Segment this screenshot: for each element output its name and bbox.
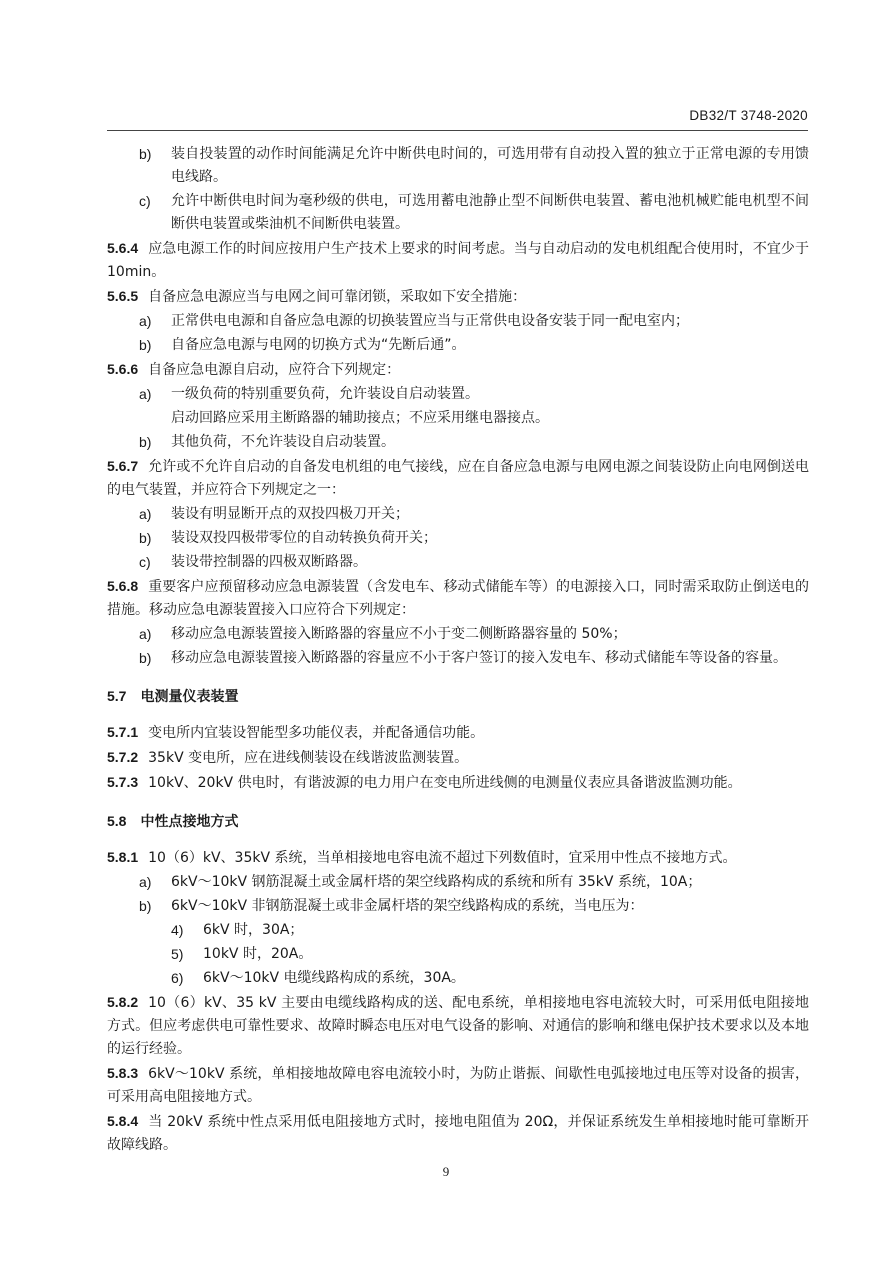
list-marker: a) bbox=[139, 386, 152, 402]
list-text: 一级负荷的特别重要负荷，允许装设自启动装置。 bbox=[171, 386, 479, 402]
list-text: 6kV～10kV 钢筋混凝土或金属杆塔的架空线路构成的系统和所有 35kV 系统，10A； bbox=[171, 874, 702, 890]
clause-text: 应急电源工作的时间应按用户生产技术上要求的时间考虑。当与自动启动的发电机组配合使用时，不宜少于 10min。 bbox=[107, 241, 809, 280]
list-marker: 6) bbox=[171, 970, 184, 986]
list-text: 装设有明显断开点的双投四极刀开关； bbox=[171, 506, 409, 522]
clause-number: 5.8.3 bbox=[107, 1065, 139, 1081]
list-item bbox=[107, 623, 809, 646]
list-item bbox=[107, 503, 809, 526]
list-continuation: 启动回路应采用主断路器的辅助接点；不应采用继电器接点。 bbox=[171, 410, 549, 426]
list-marker: b) bbox=[139, 434, 152, 450]
clause bbox=[107, 771, 809, 795]
clause-number: 5.6.6 bbox=[107, 361, 139, 377]
list-text: 自备应急电源与电网的切换方式为“先断后通”。 bbox=[171, 337, 466, 353]
list-item bbox=[107, 871, 809, 894]
list-text: 10kV 时，20A。 bbox=[203, 946, 313, 962]
clause-text: 6kV～10kV 系统，单相接地故障电容电流较小时，为防止谐振、间歇性电弧接地过电压等对设备的损害，可采用高电阻接地方式。 bbox=[107, 1066, 809, 1105]
list-marker: 5) bbox=[171, 946, 184, 962]
list-marker: a) bbox=[139, 506, 152, 522]
list-text: 6kV 时，30A； bbox=[203, 922, 304, 938]
list-item bbox=[107, 967, 809, 990]
list-item bbox=[107, 383, 809, 406]
clause-text: 重要客户应预留移动应急电源装置（含发电车、移动式储能车等）的电源接入口，同时需采取防止倒送电的措施。移动应急电源装置接入口应符合下列规定： bbox=[107, 579, 809, 618]
clause-text: 变电所内宜装设智能型多功能仪表，并配备通信功能。 bbox=[148, 725, 485, 741]
list-item bbox=[107, 431, 809, 454]
list-marker: c) bbox=[139, 193, 151, 209]
clause-text: 10（6）kV、35 kV 主要由电缆线路构成的送、配电系统，单相接地电容电流较大时，可采用低电阻接地方式。但应考虑供电可靠性要求、故障时瞬态电压对电气设备的影响、对通信的影响和继电保护技术要求以及本地的运行经验。 bbox=[107, 995, 809, 1057]
clause-number: 5.8.4 bbox=[107, 1113, 139, 1129]
list-marker: 4) bbox=[171, 922, 184, 938]
list-marker: a) bbox=[139, 874, 152, 890]
list-text: 装设双投四极带零位的自动转换负荷开关； bbox=[171, 530, 437, 546]
clause-number: 5.8.1 bbox=[107, 849, 139, 865]
list-item bbox=[107, 919, 809, 942]
list-marker: a) bbox=[139, 626, 152, 642]
page-number: 9 bbox=[442, 1164, 450, 1179]
clause bbox=[107, 237, 809, 284]
clause bbox=[107, 1062, 809, 1109]
list-text: 装自投装置的动作时间能满足允许中断供电时间的，可选用带有自动投入置的独立于正常电源的专用馈电线路。 bbox=[171, 146, 809, 185]
clause bbox=[107, 846, 809, 870]
list-text: 装设带控制器的四极双断路器。 bbox=[171, 554, 367, 570]
list-item bbox=[107, 190, 809, 236]
list-text: 正常供电电源和自备应急电源的切换装置应当与正常供电设备安装于同一配电室内； bbox=[171, 313, 689, 329]
list-item bbox=[107, 647, 809, 670]
list-text: 允许中断供电时间为毫秒级的供电，可选用蓄电池静止型不间断供电装置、蓄电池机械贮能电机型不间断供电装置或柴油机不间断供电装置。 bbox=[171, 193, 809, 232]
clause-number: 5.6.7 bbox=[107, 458, 139, 474]
list-item bbox=[107, 310, 809, 333]
section-heading bbox=[107, 810, 809, 834]
clause bbox=[107, 721, 809, 745]
clause-number: 5.7.3 bbox=[107, 774, 139, 790]
clause-text: 35kV 变电所，应在进线侧装设在线谐波监测装置。 bbox=[148, 750, 469, 766]
list-item bbox=[107, 551, 809, 574]
document-body bbox=[107, 143, 809, 1158]
list-marker: c) bbox=[139, 554, 151, 570]
clause-number: 5.7.1 bbox=[107, 724, 139, 740]
clause-text: 允许或不允许自启动的自备发电机组的电气接线，应在自备应急电源与电网电源之间装设防止向电网倒送电的电气装置，并应符合下列规定之一： bbox=[107, 459, 809, 498]
clause bbox=[107, 1110, 809, 1157]
list-text: 其他负荷，不允许装设自启动装置。 bbox=[171, 434, 395, 450]
list-text: 6kV～10kV 电缆线路构成的系统，30A。 bbox=[203, 970, 465, 986]
list-item bbox=[107, 334, 809, 357]
list-marker: b) bbox=[139, 530, 152, 546]
list-marker: b) bbox=[139, 146, 152, 162]
clause-text: 10kV、20kV 供电时，有谐波源的电力用户在变电所进线侧的电测量仪表应具备谐波监测功能。 bbox=[148, 775, 742, 791]
list-item bbox=[107, 143, 809, 189]
clause-text: 自备应急电源自启动，应符合下列规定： bbox=[148, 362, 401, 378]
list-item bbox=[107, 895, 809, 918]
clause bbox=[107, 455, 809, 502]
clause-number: 5.6.8 bbox=[107, 578, 139, 594]
document-code: DB32/T 3748-2020 bbox=[689, 108, 808, 123]
section-title: 电测量仪表装置 bbox=[140, 689, 239, 705]
list-marker: b) bbox=[139, 650, 152, 666]
clause bbox=[107, 991, 809, 1061]
list-item bbox=[107, 527, 809, 550]
section-title: 中性点接地方式 bbox=[140, 814, 239, 830]
clause-text: 自备应急电源应当与电网之间可靠闭锁，采取如下安全措施： bbox=[148, 289, 527, 305]
clause-number: 5.8.2 bbox=[107, 994, 139, 1010]
clause bbox=[107, 746, 809, 770]
header-divider bbox=[107, 130, 808, 131]
clause bbox=[107, 358, 809, 382]
list-marker: a) bbox=[139, 313, 152, 329]
clause bbox=[107, 285, 809, 309]
section-number: 5.7 bbox=[107, 688, 127, 704]
clause-text: 10（6）kV、35kV 系统，当单相接地电容电流不超过下列数值时，宜采用中性点不接地方式。 bbox=[148, 850, 737, 866]
clause-number: 5.6.4 bbox=[107, 240, 139, 256]
clause-number: 5.7.2 bbox=[107, 749, 139, 765]
section-heading bbox=[107, 685, 809, 709]
list-marker: b) bbox=[139, 898, 152, 914]
clause bbox=[107, 575, 809, 622]
list-item bbox=[107, 943, 809, 966]
list-text: 移动应急电源装置接入断路器的容量应不小于客户签订的接入发电车、移动式储能车等设备的容量。 bbox=[171, 650, 787, 666]
section-number: 5.8 bbox=[107, 813, 127, 829]
clause-text: 当 20kV 系统中性点采用低电阻接地方式时，接地电阻值为 20Ω，并保证系统发生单相接地时能可靠断开故障线路。 bbox=[107, 1114, 809, 1153]
list-marker: b) bbox=[139, 337, 152, 353]
list-text: 6kV～10kV 非钢筋混凝土或非金属杆塔的架空线路构成的系统，当电压为： bbox=[171, 898, 644, 914]
clause-number: 5.6.5 bbox=[107, 288, 139, 304]
list-text: 移动应急电源装置接入断路器的容量应不小于变二侧断路器容量的 50%； bbox=[171, 626, 627, 642]
